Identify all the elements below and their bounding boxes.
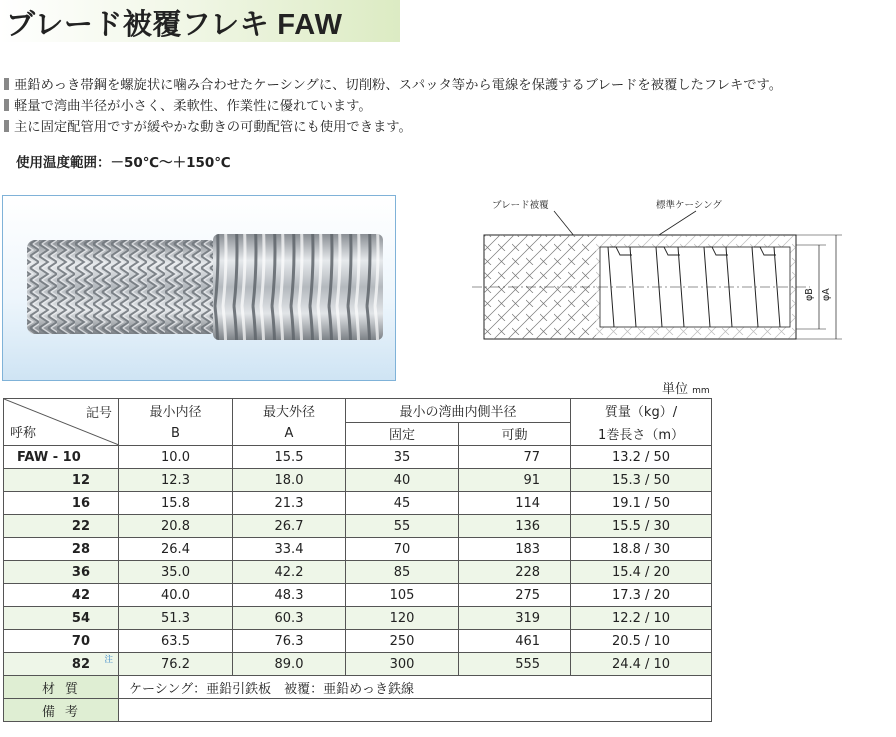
row-name: 82 注 xyxy=(4,653,119,676)
cell-fixed: 300 xyxy=(346,653,459,676)
header-kigou: 記号 xyxy=(85,406,112,421)
cell-fixed: 45 xyxy=(346,492,459,515)
remarks-row xyxy=(4,699,712,722)
row-name: 16 xyxy=(4,492,119,515)
header-diagonal-cell xyxy=(4,399,119,446)
col-max-outer-symbol: A xyxy=(233,422,346,446)
table-row xyxy=(4,446,712,469)
cell-movable: 77 xyxy=(459,446,571,469)
table-row xyxy=(4,607,712,630)
row-name: 70 xyxy=(4,630,119,653)
cell-mass: 20.5 / 10 xyxy=(571,630,712,653)
cell-b: 26.4 xyxy=(119,538,233,561)
dimension-a-label: φA xyxy=(821,288,832,301)
temperature-range: 使用温度範囲：－50℃～＋150℃ xyxy=(16,155,231,171)
cell-mass: 15.3 / 50 xyxy=(571,469,712,492)
cell-a: 60.3 xyxy=(233,607,346,630)
row-name: 36 xyxy=(4,561,119,584)
bullet-square-icon xyxy=(4,99,9,111)
table-row xyxy=(4,538,712,561)
cell-b: 20.8 xyxy=(119,515,233,538)
cell-mass: 18.8 / 30 xyxy=(571,538,712,561)
cross-section-diagram xyxy=(470,195,850,355)
cell-a: 33.4 xyxy=(233,538,346,561)
row-name: 12 xyxy=(4,469,119,492)
page-title xyxy=(6,2,343,43)
dimension-b-label: φB xyxy=(804,288,815,301)
table-row xyxy=(4,653,712,676)
col-bend-radius: 最小の湾曲内側半径 xyxy=(346,399,571,423)
material-label: 材質 xyxy=(4,676,119,699)
cell-fixed: 85 xyxy=(346,561,459,584)
col-mass-length: 1巻長さ（m） xyxy=(571,422,712,446)
cell-a: 42.2 xyxy=(233,561,346,584)
cell-movable: 461 xyxy=(459,630,571,653)
cell-movable: 555 xyxy=(459,653,571,676)
cell-a: 21.3 xyxy=(233,492,346,515)
braid-label: ブレード被覆 xyxy=(492,200,549,211)
table-header-row xyxy=(4,399,712,423)
cell-fixed: 40 xyxy=(346,469,459,492)
cell-movable: 228 xyxy=(459,561,571,584)
cell-movable: 114 xyxy=(459,492,571,515)
cell-mass: 15.5 / 30 xyxy=(571,515,712,538)
row-name: 22 xyxy=(4,515,119,538)
cell-b: 40.0 xyxy=(119,584,233,607)
table-row xyxy=(4,469,712,492)
feature-list xyxy=(4,75,782,138)
row-name: 42 xyxy=(4,584,119,607)
cell-a: 18.0 xyxy=(233,469,346,492)
cell-b: 12.3 xyxy=(119,469,233,492)
cell-mass: 17.3 / 20 xyxy=(571,584,712,607)
cell-movable: 275 xyxy=(459,584,571,607)
table-row xyxy=(4,492,712,515)
remarks-label: 備考 xyxy=(4,699,119,722)
cell-b: 35.0 xyxy=(119,561,233,584)
spec-table xyxy=(3,398,712,722)
bullet-square-icon xyxy=(4,78,9,90)
cell-mass: 13.2 / 50 xyxy=(571,446,712,469)
col-max-outer: 最大外径 xyxy=(233,399,346,423)
cell-fixed: 250 xyxy=(346,630,459,653)
cell-b: 15.8 xyxy=(119,492,233,515)
cell-a: 76.3 xyxy=(233,630,346,653)
cell-a: 15.5 xyxy=(233,446,346,469)
cell-b: 51.3 xyxy=(119,607,233,630)
col-mass: 質量（kg）/ xyxy=(571,399,712,423)
table-row xyxy=(4,584,712,607)
cell-fixed: 120 xyxy=(346,607,459,630)
material-value: ケーシング：亜鉛引鉄板 被覆：亜鉛めっき鉄線 xyxy=(119,676,712,699)
hose-illustration xyxy=(3,196,396,381)
cell-b: 63.5 xyxy=(119,630,233,653)
cell-a: 89.0 xyxy=(233,653,346,676)
cell-fixed: 35 xyxy=(346,446,459,469)
header-kosho: 呼称 xyxy=(10,426,37,441)
cell-mass: 15.4 / 20 xyxy=(571,561,712,584)
bullet-square-icon xyxy=(4,120,9,132)
unit-label: 単位 mm xyxy=(662,382,710,397)
cell-b: 10.0 xyxy=(119,446,233,469)
cell-movable: 319 xyxy=(459,607,571,630)
col-bend-movable: 可動 xyxy=(459,422,571,446)
table-row xyxy=(4,561,712,584)
cell-mass: 19.1 / 50 xyxy=(571,492,712,515)
product-photo xyxy=(2,195,396,381)
col-min-inner: 最小内径 xyxy=(119,399,233,423)
cell-mass: 12.2 / 10 xyxy=(571,607,712,630)
table-row xyxy=(4,630,712,653)
title-main: ブレード被覆フレキ xyxy=(6,7,270,41)
cell-fixed: 70 xyxy=(346,538,459,561)
title-code: FAW xyxy=(277,9,344,41)
cell-fixed: 105 xyxy=(346,584,459,607)
row-name: 54 xyxy=(4,607,119,630)
col-min-inner-symbol: B xyxy=(119,422,233,446)
col-bend-fixed: 固定 xyxy=(346,422,459,446)
row-name: 28 xyxy=(4,538,119,561)
note-marker: 注 xyxy=(104,655,113,665)
cell-movable: 91 xyxy=(459,469,571,492)
feature-item: 主に固定配管用ですが緩やかな動きの可動配管にも使用できます。 xyxy=(4,117,782,138)
cell-fixed: 55 xyxy=(346,515,459,538)
cell-b: 76.2 xyxy=(119,653,233,676)
row-name: FAW - 10 xyxy=(4,446,119,469)
remarks-value xyxy=(119,699,712,722)
table-row xyxy=(4,515,712,538)
material-row xyxy=(4,676,712,699)
cell-a: 26.7 xyxy=(233,515,346,538)
feature-item: 亜鉛めっき帯鋼を螺旋状に噛み合わせたケーシングに、切削粉、スパッタ等から電線を保護するブレードを被覆したフレキです。 xyxy=(4,75,782,96)
cell-movable: 136 xyxy=(459,515,571,538)
cell-movable: 183 xyxy=(459,538,571,561)
feature-item: 軽量で湾曲半径が小さく、柔軟性、作業性に優れています。 xyxy=(4,96,782,117)
casing-label: 標準ケーシング xyxy=(656,200,722,211)
cell-a: 48.3 xyxy=(233,584,346,607)
cell-mass: 24.4 / 10 xyxy=(571,653,712,676)
